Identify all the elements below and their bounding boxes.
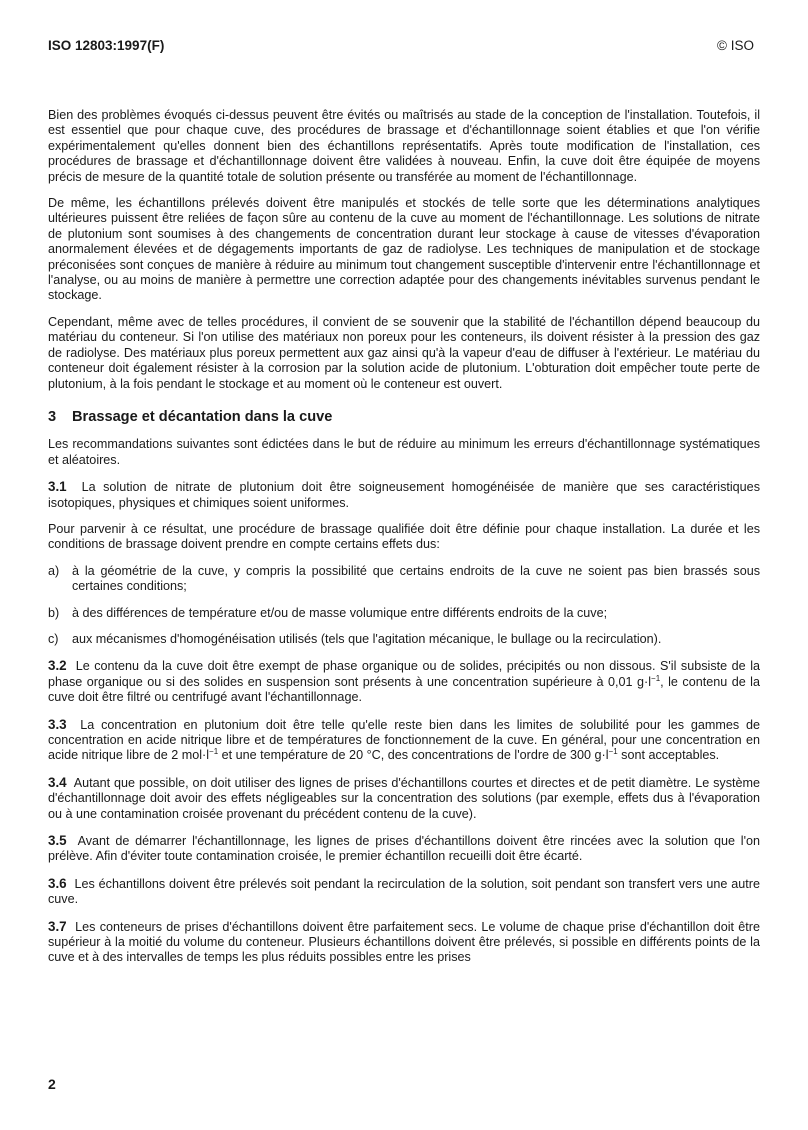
list-label: a): [48, 563, 60, 578]
clause-number: 3.1: [48, 479, 67, 495]
clause-text: Les échantillons doivent être prélevés soit pendant la recirculation de la solution, soit pendant son transfert vers une autre cuve.: [48, 876, 761, 907]
clause-text: Autant que possible, on doit utiliser des lignes de prises d'échantillons courtes et directes et de petit diamètre. Le système d'échantillonnage doit avoir des effets négligeables sur la concentration des solutions (par exemple, effets dus à l'évaporation ou à une contamination croisée provenant du précédent contenu de la cuve).: [48, 775, 760, 821]
clause-text-cont: et une température de 20 °C, des concentrations de l'ordre de 300 g·l: [218, 748, 609, 763]
clause-number: 3.5: [48, 833, 67, 849]
clause-3-6: [48, 876, 760, 908]
section-heading: [48, 410, 760, 425]
superscript: −1: [209, 747, 219, 757]
clause-number: 3.4: [48, 774, 67, 790]
clause-text: La solution de nitrate de plutonium doit être soigneusement homogénéisée de manière que ses caractéristiques isotopiques, physiques et chimiques soient uniformes.: [48, 480, 760, 510]
clause-3-7: [48, 919, 760, 966]
list-text: aux mécanismes d'homogénéisation utilisés (tels que l'agitation mécanique, le bullage ou la recirculation).: [72, 631, 662, 646]
intro-paragraph-1: Bien des problèmes évoqués ci-dessus peuvent être évités ou maîtrisés au stade de la conception de l'installation. Toutefois, il est essentiel que pour chaque cuve, des procédures de brassage et d'échantillonnage soient établies et que l'on vérifie expérimentalement qu'elles donnent bien des échantillons représentatifs. Après toute modification de l'installation, ces procédures de brassage et d'échantillonnage doivent être validées à nouveau. Enfin, la cuve doit être équipée de moyens précis de mesure de la quantité totale de solution présente ou transférée au moment de l'échantillonnage.: [48, 108, 760, 184]
list-label: b): [48, 605, 60, 620]
document-body: [48, 108, 760, 977]
intro-paragraph-3: Cependant, même avec de telles procédures, il convient de se souvenir que la stabilité de l'échantillon dépend beaucoup du matériau du conteneur. Si l'on utilise des matériaux non poreux pour les conteneurs, ils doivent résister à la pression des gaz de radiolyse. Des matériaux plus poreux permettent aux gaz ainsi qu'à la vapeur d'eau de diffuser à l'extérieur. Le matériau du conteneur doit également résister à la corrosion par la solution acide de plutonium. L'obturation doit empêcher toute perte de plutonium, à la fois pendant le stockage et au moment où le conteneur est ouvert.: [48, 314, 760, 391]
section-title: Brassage et décantation dans la cuve: [72, 408, 333, 425]
clause-text: Les conteneurs de prises d'échantillons doivent être parfaitement secs. Le volume de chaque prise d'échantillon doit être supérieur à la moitié du volume du conteneur. Plusieurs échantillons doivent être prélevés, si possible en différents points de la cuve et à des intervalles de temps les plus réduits possibles entre les prises: [48, 919, 761, 965]
clause-3-2: [48, 658, 760, 705]
clause-3-3: [48, 717, 760, 764]
clause-3-4: [48, 775, 760, 822]
list-item: [48, 632, 760, 647]
superscript: −1: [608, 747, 618, 757]
clause-number: 3.2: [48, 658, 67, 674]
list-item: [48, 564, 760, 595]
clause-3-1: [48, 479, 760, 511]
list-text: à des différences de température et/ou de masse volumique entre différents endroits de la cuve;: [72, 605, 608, 620]
list-item: [48, 606, 760, 621]
clause-text: Avant de démarrer l'échantillonnage, les lignes de prises d'échantillons doivent être rincées avec la solution que l'on prélève. Afin d'éviter toute contamination croisée, le premier échantillon recueilli doit être écarté.: [48, 834, 760, 864]
brassage-paragraph: Pour parvenir à ce résultat, une procédure de brassage qualifiée doit être définie pour chaque installation. La durée et les conditions de brassage doivent prendre en compte certains effets dus:: [48, 521, 760, 552]
page-number: 2: [48, 1076, 56, 1092]
clause-number: 3.7: [48, 918, 67, 934]
clause-text-end: sont acceptables.: [617, 748, 720, 763]
list-text: à la géométrie de la cuve, y compris la possibilité que certains endroits de la cuve ne soient pas bien brassés sous certaines conditions;: [72, 563, 760, 594]
section-number: 3: [48, 408, 57, 425]
clause-text-cont: , le contenu de la cuve doit être filtré ou centrifugé avant l'échantillonnage.: [48, 674, 760, 705]
superscript: −1: [651, 673, 661, 683]
clause-number: 3.6: [48, 875, 67, 891]
section-lead: Les recommandations suivantes sont édictées dans le but de réduire au minimum les erreurs d'échantillonnage systématiques et aléatoires.: [48, 437, 760, 467]
copyright-notice: © ISO: [717, 38, 754, 53]
clause-number: 3.3: [48, 716, 67, 732]
intro-paragraph-2: De même, les échantillons prélevés doivent être manipulés et stockés de telle sorte que les déterminations analytiques ultérieures puissent être reliées de façon sûre au contenu de la cuve au moment de l'échantillonnage. Les solutions de nitrate de plutonium sont soumises à des changements de concentration durant leur stockage à cause de vitesses d'évaporation anormalement élevées et de dégagements importants de gaz de radiolyse. Les techniques de manipulation et de stockage préconisées sont conçues de manière à réduire au minimum tout changement susceptible d'intervenir entre l'échantillonnage et l'analyse, ou au moins de manière à permettre une correction adaptée pour des changements inévitables survenus pendant le stockage.: [48, 196, 760, 303]
standard-reference: ISO 12803:1997(F): [48, 38, 165, 53]
clause-text: La concentration en plutonium doit être telle qu'elle reste bien dans les limites de solubilité pour les gammes de concentration en acide nitrique libre et de températures de fonctionnement de la cuve. En général, pour une concentration en acide nitrique libre de 2 mol·l: [48, 717, 761, 763]
clause-3-5: [48, 833, 760, 865]
list-label: c): [48, 631, 59, 646]
clause-text: Le contenu da la cuve doit être exempt de phase organique ou de solides, précipités ou non dissous. S'il subsiste de la phase organique ou si des solides en suspension sont présents à une concentration supérieure à 0,01 g·l: [48, 659, 761, 689]
